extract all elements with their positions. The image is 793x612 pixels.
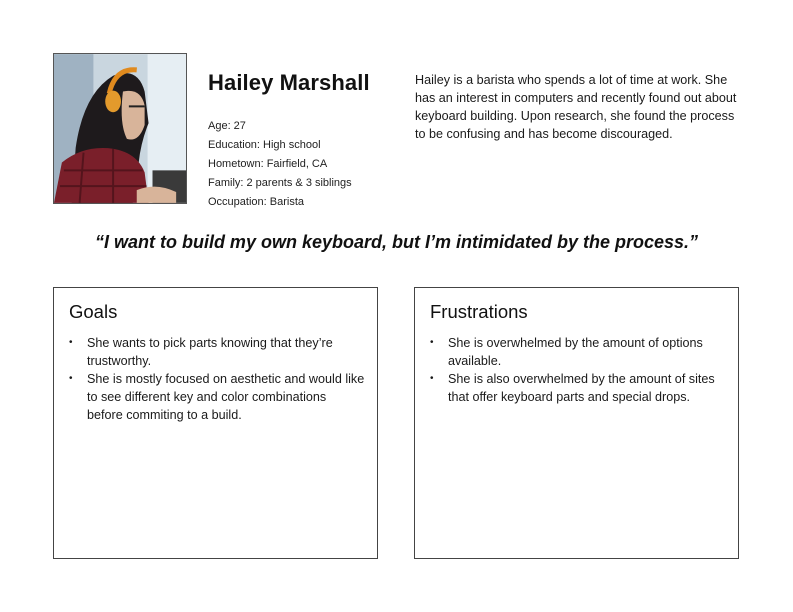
goal-item (69, 334, 365, 370)
frustration-text: She is also overwhelmed by the amount of sites that offer keyboard parts and special drops. (448, 372, 715, 404)
goals-title: Goals (69, 301, 118, 322)
frustration-text: She is overwhelmed by the amount of options available. (448, 336, 703, 368)
frustration-item (430, 334, 726, 370)
fact-family: Family: 2 parents & 3 siblings (208, 177, 352, 189)
goals-list (69, 334, 365, 424)
frustrations-list (430, 334, 726, 406)
goal-item (69, 370, 365, 424)
persona-photo (53, 53, 187, 204)
persona-name: Hailey Marshall (208, 70, 370, 95)
goal-text: She wants to pick parts knowing that they’re trustworthy. (87, 336, 333, 368)
fact-age: Age: 27 (208, 120, 246, 132)
fact-occupation: Occupation: Barista (208, 196, 304, 208)
frustrations-title: Frustrations (430, 301, 528, 322)
bullet-icon: • (430, 373, 434, 384)
goal-text: She is mostly focused on aesthetic and would like to see different key and color combinations before commiting to a build. (87, 372, 365, 422)
bullet-icon: • (69, 337, 73, 348)
goals-card (53, 287, 378, 559)
persona-facts (208, 117, 352, 212)
bullet-icon: • (69, 373, 73, 384)
persona-quote: “I want to build my own keyboard, but I’m intimidated by the process.” (94, 232, 699, 252)
fact-education: Education: High school (208, 139, 321, 151)
frustration-item (430, 370, 726, 406)
persona-bio: Hailey is a barista who spends a lot of time at work. She has an interest in computers and recently found out about keyboard building. Upon research, she found the process to be confusing and has become discouraged. (415, 73, 737, 141)
frustrations-card (414, 287, 739, 559)
fact-hometown: Hometown: Fairfield, CA (208, 158, 328, 170)
bullet-icon: • (430, 337, 434, 348)
